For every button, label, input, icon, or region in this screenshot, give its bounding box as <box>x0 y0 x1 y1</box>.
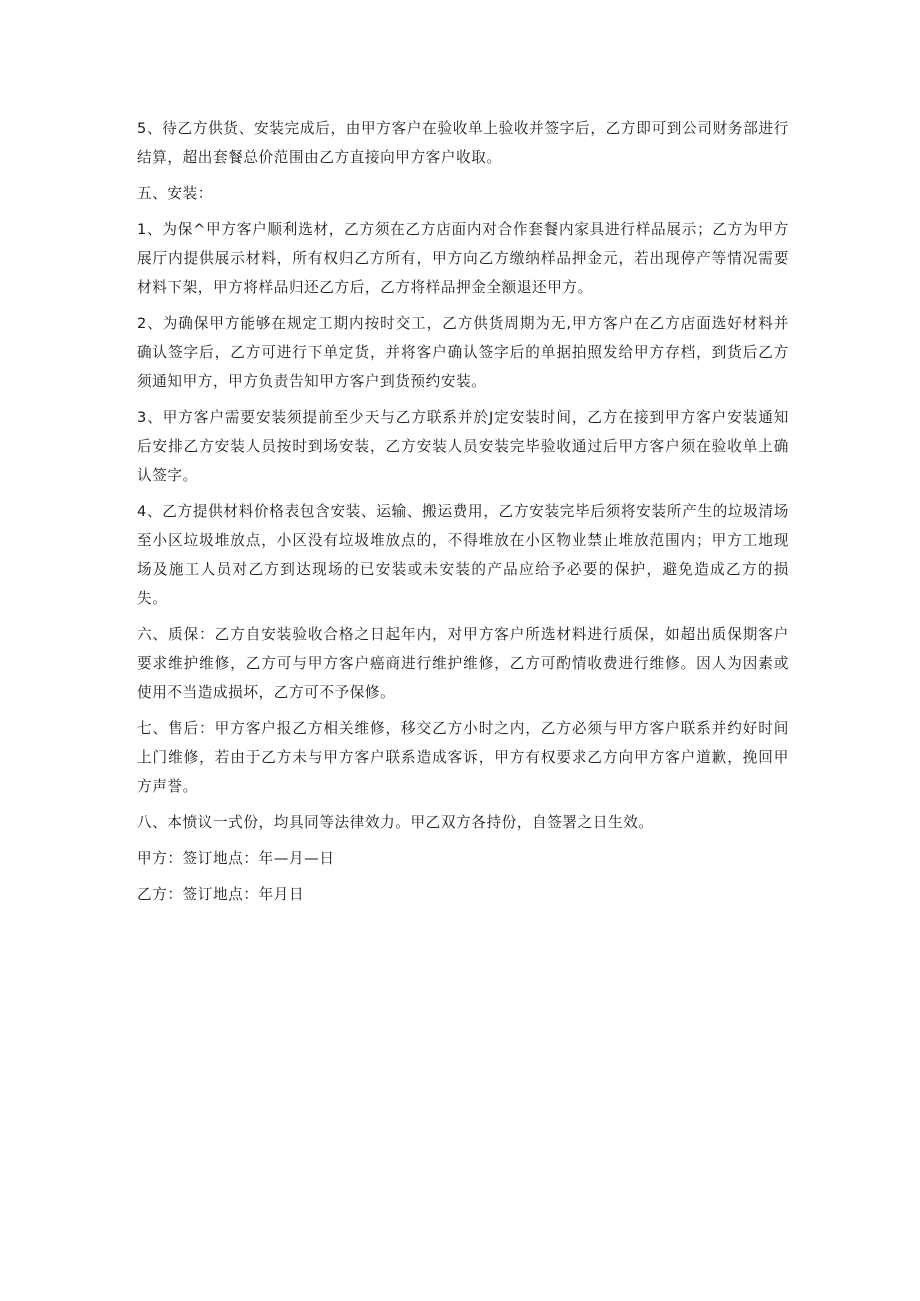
party-a-signature-line: 甲方：签订地点：年—月—日 <box>137 850 335 867</box>
clause-installation-4: 4、乙方提供材料价格表包含安装、运输、搬运费用，乙方安装完毕后须将安装所产生的垃圾清场至小区垃圾堆放点，小区没有垃圾堆放点的，不得堆放在小区物业禁止堆放范围内；甲方工地现场及施工人员对乙方到达现场的已安装或未安装的产品应给予必要的保护，避免造成乙方的损失。 <box>137 503 789 607</box>
party-b-signature-line: 乙方：签订地点：年月日 <box>137 886 305 903</box>
section-heading-installation: 五、安装： <box>137 185 213 202</box>
section-agreement-copies: 八、本愤议一式份，均具同等法律效力。甲乙双方各持份，自签署之日生效。 <box>137 814 654 831</box>
clause-5-settlement: 5、待乙方供货、安装完成后，由甲方客户在验收单上验收并签字后，乙方即可到公司财务部进行结算，超出套餐总价范围由乙方直接向甲方客户收取。 <box>137 120 789 166</box>
clause-installation-1: 1、为保^甲方客户顺利选材，乙方须在乙方店面内对合作套餐内家具进行样品展示；乙方为甲方展厅内提供展示材料，所有权归乙方所有，甲方向乙方缴纳样品押金元，若出现停产等情况需要材料下架，甲方将样品归还乙方后，乙方将样品押金全额退还甲方。 <box>137 221 789 296</box>
clause-installation-2: 2、为确保甲方能够在规定工期内按时交工，乙方供货周期为无,甲方客户在乙方店面选好材料并确认签字后，乙方可进行下单定货，并将客户确认签字后的单据拍照发给甲方存档，到货后乙方须通知甲方，甲方负责告知甲方客户到货预约安装。 <box>137 315 789 390</box>
clause-installation-3: 3、甲方客户需要安装须提前至少天与乙方联系并於J定安装时间，乙方在接到甲方客户安装通知后安排乙方安装人员按时到场安装，乙方安装人员安装完毕验收通过后甲方客户须在验收单上确认签字。 <box>137 409 789 484</box>
section-after-sales: 七、售后：甲方客户报乙方相关维修，移交乙方小时之内，乙方必须与甲方客户联系并约好时间上门维修，若由于乙方未与甲方客户联系造成客诉，甲方有权要求乙方向甲方客户道歉，挽回甲方声誉。 <box>137 720 789 795</box>
document-body <box>137 114 789 916</box>
section-warranty: 六、质保：乙方自安装验收合格之日起年内，对甲方客户所选材料进行质保，如超出质保期客户要求维护维修，乙方可与甲方客户癌商进行维护维修，乙方可酌情收费进行维修。因人为因素或使用不当造成损坏，乙方可不予保修。 <box>137 626 789 701</box>
